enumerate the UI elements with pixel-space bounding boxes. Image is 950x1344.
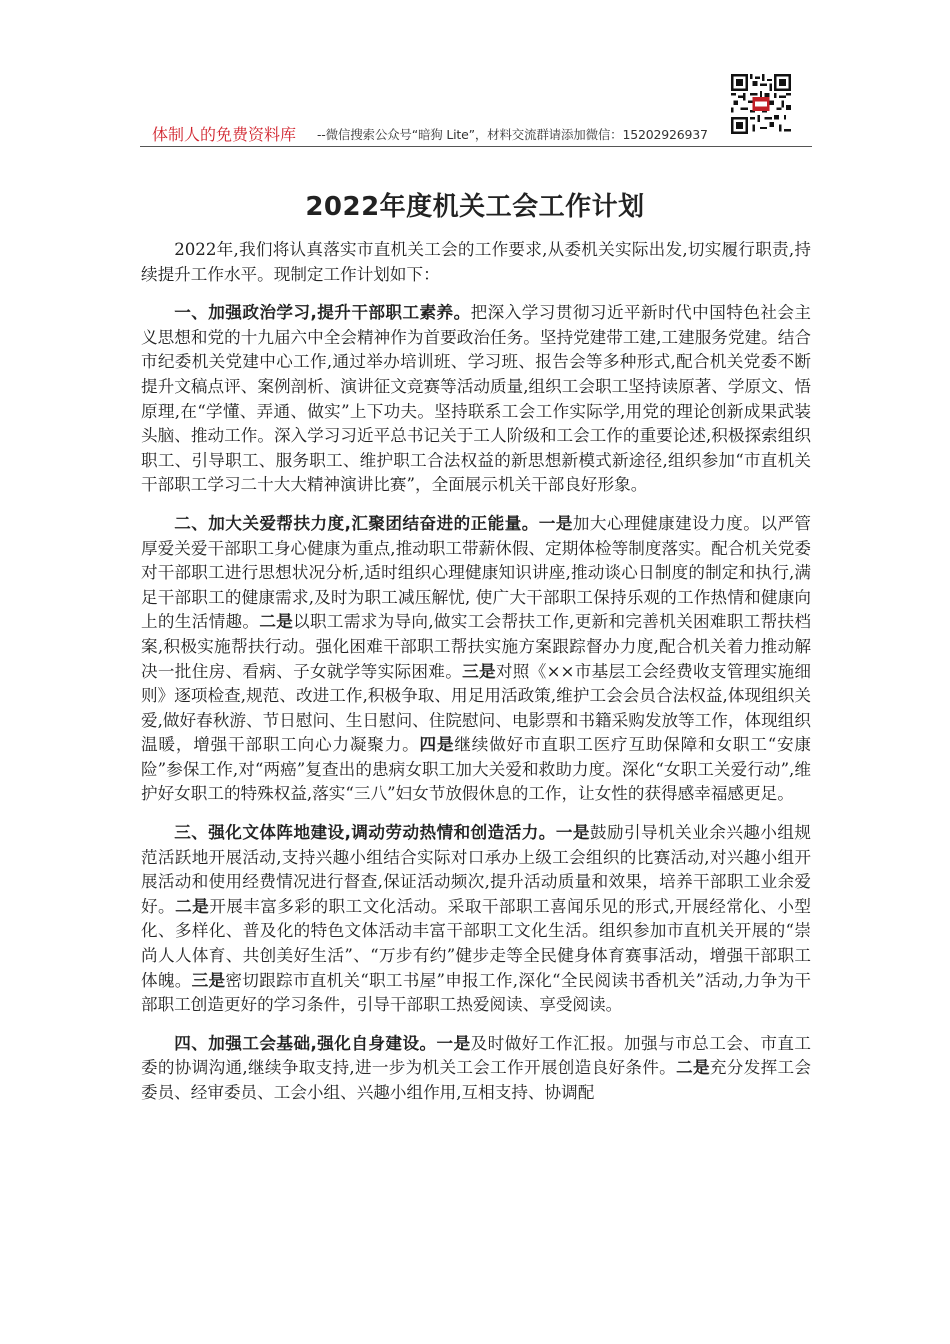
point-marker: 四是: [419, 735, 455, 755]
section-text: 鼓励引导机关业余兴趣小组规范活跃地开展活动,支持兴趣小组结合实际对口承办上级工会组织的比赛活动,对兴趣小组开展活动和使用经费情况进行督查,保证活动频次,提升活动质量和效果，培养干部职工业余爱好。: [141, 823, 812, 916]
brand-label: 体制人的免费资料库: [152, 125, 297, 144]
document-body: [141, 238, 811, 1120]
section-text: 开展丰富多彩的职工文化活动。采取干部职工喜闻乐见的形式,开展经常化、小型化、多样化、普及化的特色文体活动丰富干部职工文化生活。组织参加市直机关开展的“崇尚人人体育、共创美好生活”、“万步有约”健步走等全民健身体育赛事活动，增强干部职工体魄。: [141, 896, 812, 990]
section-text: 密切跟踪市直机关“职工书屋”申报工作,深化“全民阅读书香机关”活动,力争为干部职工创造更好的学习条件，引导干部职工热爱阅读、享受阅读。: [141, 970, 812, 1015]
section-heading: 四、加强工会基础,强化自身建设。: [174, 1033, 437, 1053]
section-3: [141, 821, 811, 1018]
point-marker: 一是: [555, 823, 590, 843]
section-1: [141, 301, 811, 498]
section-heading: 三、强化文体阵地建设,调动劳动热情和创造活力。: [174, 823, 556, 843]
intro-paragraph: 2022年,我们将认真落实市直机关工会的工作要求,从委机关实际出发,切实履行职责,持续提升工作水平。现制定工作计划如下：: [141, 240, 811, 284]
point-marker: 一是: [538, 513, 573, 533]
section-heading: 一、加强政治学习,提升干部职工素养。: [174, 303, 471, 323]
section-text: 以职工需求为导向,做实工会帮扶工作,更新和完善机关困难职工帮扶档案,积极实施帮扶行动。强化困难干部职工帮扶实施方案跟踪督办力度,配合机关着力推动解决一批住房、看病、子女就学等实际困难。: [141, 612, 812, 681]
point-marker: 一是: [436, 1033, 471, 1053]
point-marker: 二是: [676, 1058, 710, 1078]
section-text: 加大心理健康建设力度。以严管厚爱关爱干部职工身心健康为重点,推动职工带薪休假、定期体检等制度落实。配合机关党委对干部职工进行思想状况分析,适时组织心理健康知识讲座,推动谈心日制度的制定和执行,满足干部职工的健康需求,及时为职工减压解忧, 使广大干部职工保持乐观的工作热情和健康向上的生活情趣。: [141, 513, 812, 632]
section-text: 及时做好工作汇报。加强与市总工会、市直工委的协调沟通,继续争取支持,进一步为机关工会工作开展创造良好条件。: [141, 1033, 812, 1078]
header-note: --微信搜索公众号“暗狗 Lite”，材料交流群请添加微信：15202926937: [317, 127, 708, 142]
page-header: [140, 120, 812, 147]
page-title: 2022年度机关工会工作计划: [305, 192, 645, 222]
section-text: 继续做好市直职工医疗互助保障和女职工“安康险”参保工作,对“两癌”复查出的患病女职工加大关爱和救助力度。深化“女职工关爱行动”,维护好女职工的特殊权益,落实“三八”妇女节放假休息的工作，让女性的获得感幸福感更足。: [141, 735, 812, 804]
section-2: [141, 512, 811, 807]
point-marker: 三是: [191, 970, 226, 990]
section-heading: 二、加大关爱帮扶力度,汇聚团结奋进的正能量。: [174, 513, 539, 533]
qr-code-icon: [731, 74, 791, 134]
section-text: 对照《××市基层工会经费收支管理实施细则》逐项检查,规范、改进工作,积极争取、用足用活政策,维护工会会员合法权益,体现组织关爱,做好春秋游、节日慰问、生日慰问、住院慰问、电影票和书籍采购发放等工作，体现组织温暖，增强干部职工向心力凝聚力。: [141, 661, 812, 755]
point-marker: 二是: [259, 612, 294, 632]
section-4: [141, 1032, 811, 1106]
section-text: 把深入学习贯彻习近平新时代中国特色社会主义思想和党的十九届六中全会精神作为首要政治任务。坚持党建带工建,工建服务党建。结合市纪委机关党建中心工作,通过举办培训班、学习班、报告会等多种形式,配合机关党委不断提升文稿点评、案例剖析、演讲征文竞赛等活动质量,组织工会职工坚持读原著、学原文、悟原理,在“学懂、弄通、做实”上下功夫。坚持联系工会工作实际学,用党的理论创新成果武装头脑、推动工作。深入学习习近平总书记关于工人阶级和工会工作的重要论述,积极探索组织职工、引导职工、服务职工、维护职工合法权益的新思想新模式新途径,组织参加“市直机关干部职工学习二十大大精神演讲比赛”，全面展示机关干部良好形象。: [141, 303, 812, 495]
point-marker: 三是: [462, 661, 496, 681]
point-marker: 二是: [175, 896, 210, 916]
section-text: 充分发挥工会委员、经审委员、工会小组、兴趣小组作用,互相支持、协调配: [141, 1058, 812, 1102]
